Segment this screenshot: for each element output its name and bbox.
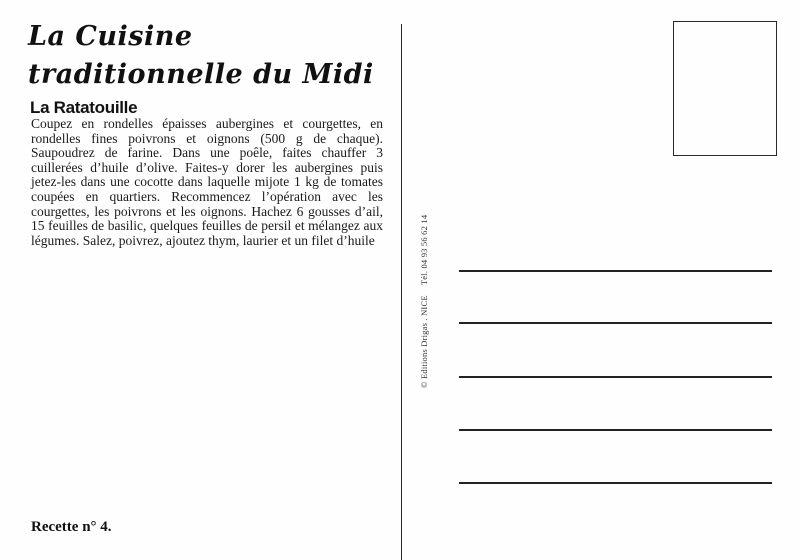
address-line [459,429,772,431]
address-line [459,270,772,272]
stamp-box [673,21,777,156]
address-line [459,322,772,324]
publisher-name: © Editions Drigas . NICE [419,295,429,388]
recipe-name: La Ratatouille [30,98,138,117]
recipe-number: Recette n° 4. [31,519,112,535]
postcard-title: La Cuisine traditionnelle du Midi [28,21,374,90]
publisher-credit [419,207,429,388]
address-line [459,376,772,378]
address-line [459,482,772,484]
recipe-instructions: Coupez en rondelles épaisses aubergines et courgettes, en rondelles fines poivrons et oignons (500 g de chaque). Saupoudrez de farine. Dans une poêle, faites chauffer 3 cuillerées d’huile d’olive. Faites-y dorer les aubergines puis jetez-les dans une cocotte dans laquelle mijote 1 kg de tomates coupées en quartiers. Recommencez l’opération avec les courgettes, les poivrons et les oignons. Hachez 6 gousses d’ail, 15 feuilles de basilic, quelques feuilles de persil et mélangez aux légumes. Salez, poivrez, ajoutez thym, laurier et un filet d’huile [31,116,383,248]
center-divider [401,24,402,560]
publisher-phone: Tél. 04 93 56 62 14 [419,214,429,286]
